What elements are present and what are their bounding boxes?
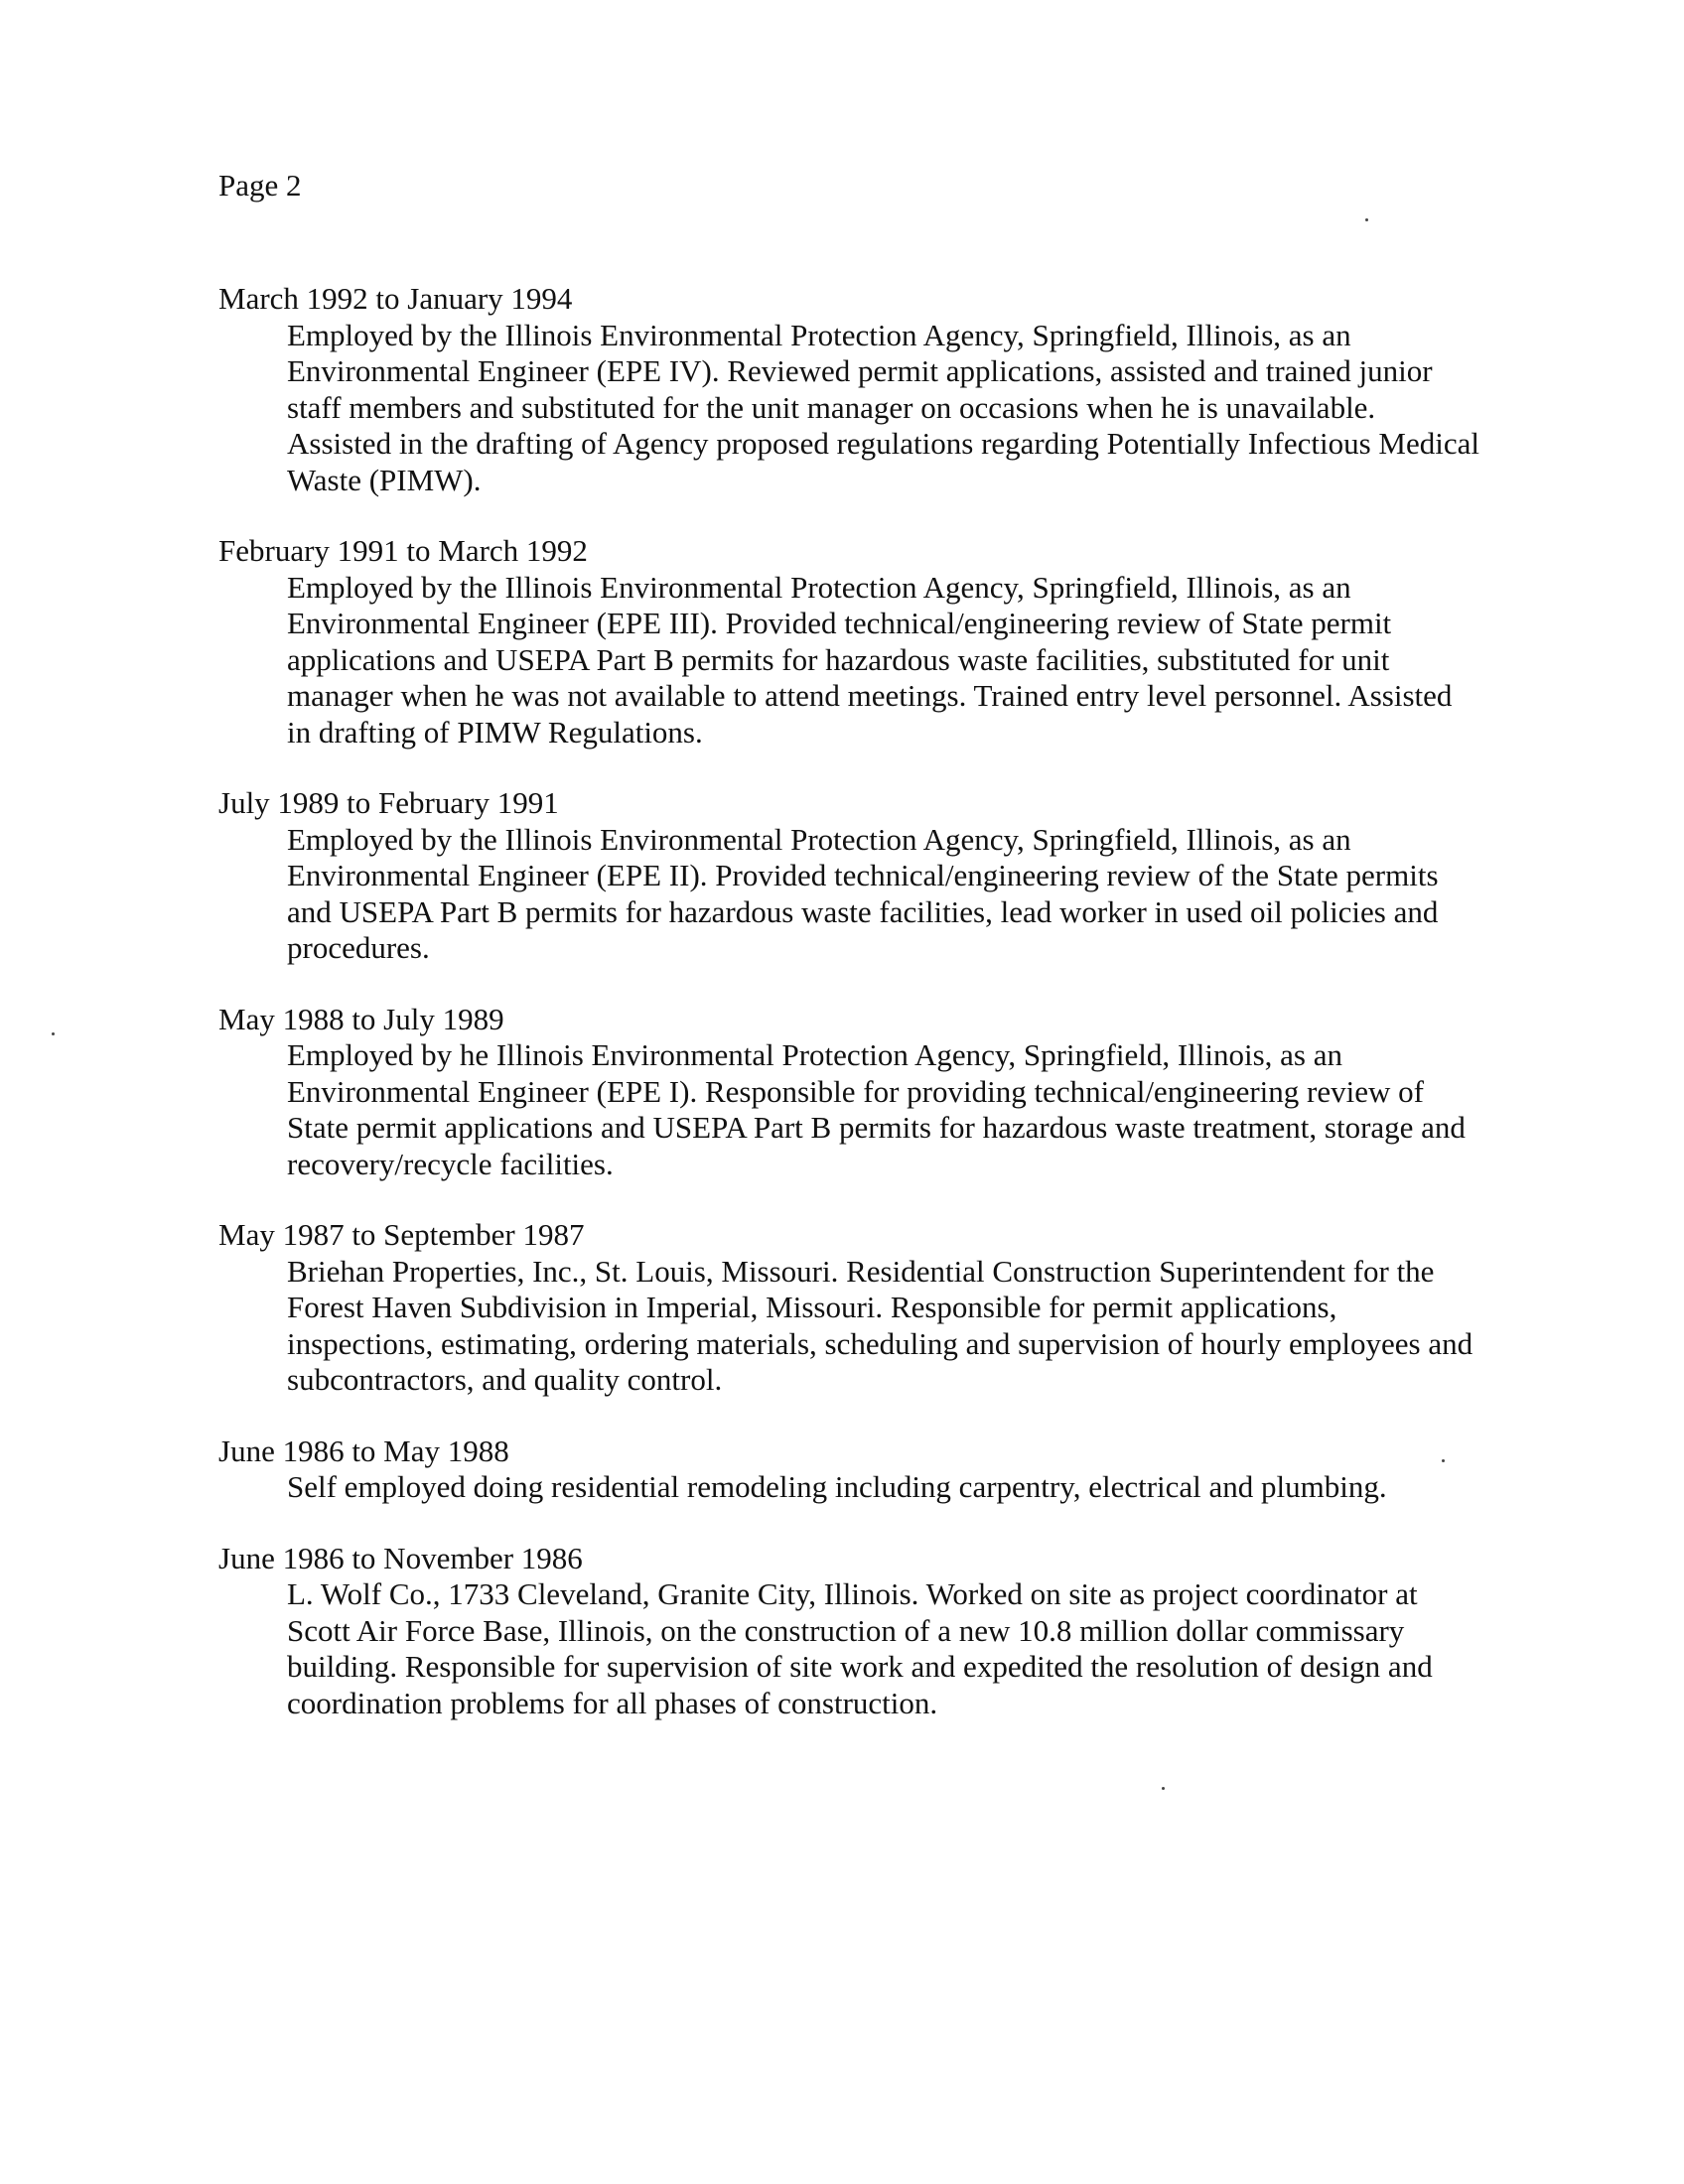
scan-speck <box>52 1032 55 1035</box>
entry-dates: May 1987 to September 1987 <box>218 1217 585 1252</box>
entry-dates: July 1989 to February 1991 <box>218 785 559 820</box>
employment-entry <box>218 785 1509 967</box>
entry-description: Employed by the Illinois Environmental Protection Agency, Springfield, Illinois, as an Environmental Engineer (EPE II). Provided technical/engineering review of the State permits and USEPA Part B permits for hazardous waste facilities, lead worker in used oil policies and procedures. <box>287 821 1439 965</box>
entry-description: Self employed doing residential remodeling including carpentry, electrical and plumbing. <box>287 1469 1387 1504</box>
entry-dates: June 1986 to November 1986 <box>218 1540 583 1575</box>
employment-entry <box>218 1541 1509 1722</box>
employment-history <box>218 281 1509 1756</box>
entry-description: Employed by the Illinois Environmental Protection Agency, Springfield, Illinois, as an Environmental Engineer (EPE III). Provided technical/engineering review of State permit applications and USEPA Part B permits for hazardous waste facilities, substituted for unit manager when he was not available to attend meetings. Trained entry level personnel. Assisted in drafting of PIMW Regulations. <box>287 569 1453 750</box>
entry-dates: June 1986 to May 1988 <box>218 1433 509 1468</box>
scan-speck <box>1162 1787 1165 1790</box>
employment-entry <box>218 1217 1509 1399</box>
entry-dates: May 1988 to July 1989 <box>218 1001 504 1036</box>
entry-description: Briehan Properties, Inc., St. Louis, Missouri. Residential Construction Superintendent for the Forest Haven Subdivision in Imperial, Missouri. Responsible for permit applications, inspections, estimating, ordering materials, scheduling and supervision of hourly employees and subcontractors, and quality control. <box>287 1253 1474 1397</box>
entry-description: Employed by the Illinois Environmental Protection Agency, Springfield, Illinois, as an Environmental Engineer (EPE IV). Reviewed permit applications, assisted and trained junior staff members and substituted for the unit manager on occasions when he is unavailable. Assisted in the drafting of Agency proposed regulations regarding Potentially Infectious Medical Waste (PIMW). <box>287 317 1479 497</box>
employment-entry <box>218 1002 1509 1183</box>
scan-speck <box>1442 1459 1445 1462</box>
page-label: Page 2 <box>218 168 302 203</box>
entry-dates: February 1991 to March 1992 <box>218 533 588 568</box>
entry-dates: March 1992 to January 1994 <box>218 281 573 316</box>
employment-entry <box>218 281 1509 498</box>
employment-entry <box>218 533 1509 751</box>
entry-description: Employed by he Illinois Environmental Protection Agency, Springfield, Illinois, as an Environmental Engineer (EPE I). Responsible for providing technical/engineering review of State permit applications and USEPA Part B permits for hazardous waste treatment, storage and recovery/recycle facilities. <box>287 1037 1466 1181</box>
employment-entry <box>218 1433 1509 1506</box>
entry-description: L. Wolf Co., 1733 Cleveland, Granite City, Illinois. Worked on site as project coordinator at Scott Air Force Base, Illinois, on the construction of a new 10.8 million dollar commissary building. Responsible for supervision of site work and expedited the resolution of design and coordination problems for all phases of construction. <box>287 1576 1433 1720</box>
scan-speck <box>1365 218 1368 221</box>
